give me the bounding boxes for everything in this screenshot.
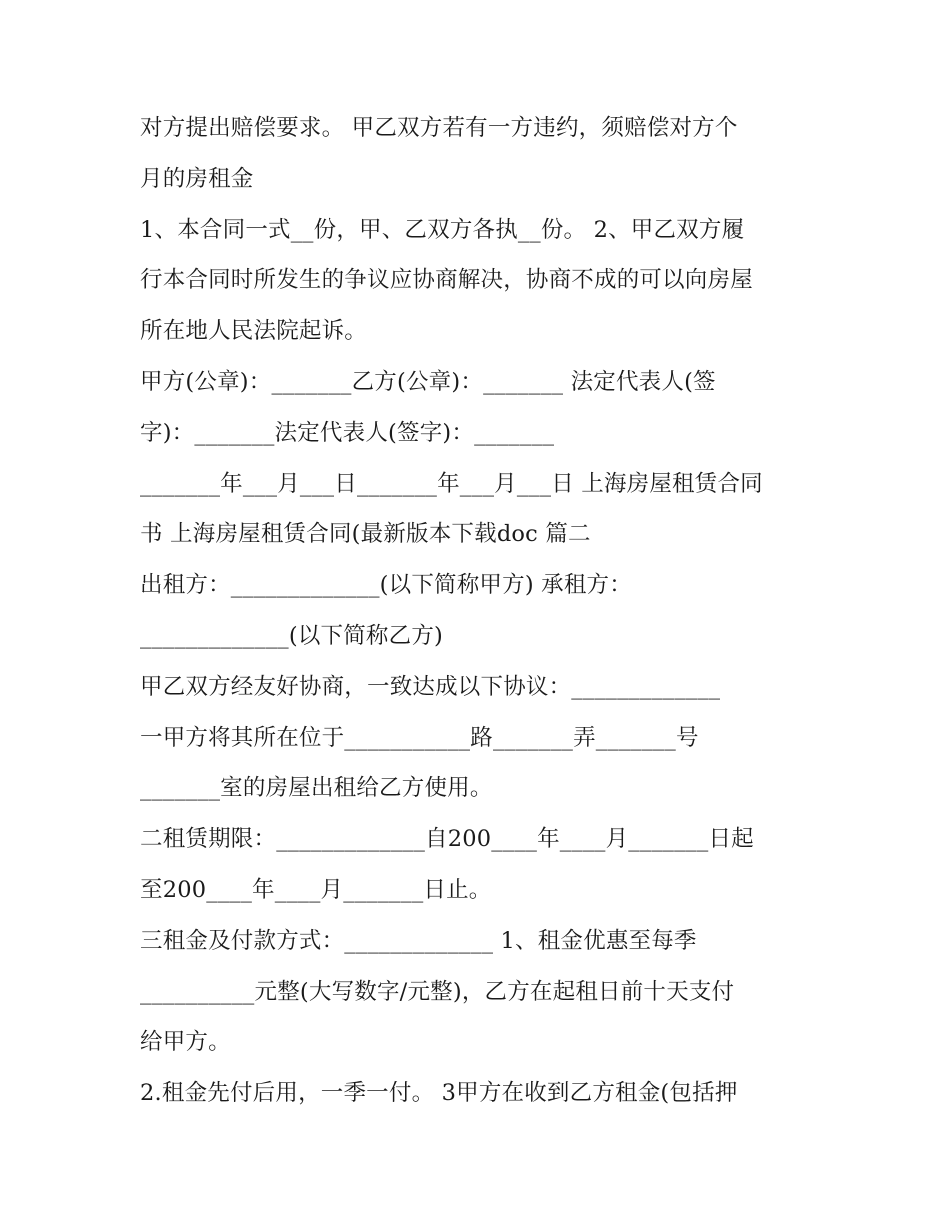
text-line: 2.租金先付后用，一季一付。 3甲方在收到乙方租金(包括押 bbox=[140, 1080, 738, 1107]
text-line: __________元整(大写数字/元整)，乙方在起租日前十天支付 bbox=[140, 978, 735, 1005]
text-line: 二租赁期限：_____________自200____年____月_______日起 bbox=[140, 826, 754, 853]
text-line: 书 上海房屋租赁合同(最新版本下载doc 篇二 bbox=[140, 521, 591, 548]
text-line: 一甲方将其所在位于___________路_______弄_______号 bbox=[140, 724, 699, 751]
text-line: 出租方：_____________(以下简称甲方) 承租方： bbox=[140, 572, 632, 599]
text-line: 月的房租金 bbox=[140, 165, 254, 192]
text-line: 至200____年____月_______日止。 bbox=[140, 876, 492, 903]
text-line: 三租金及付款方式：_____________ 1、租金优惠至每季 bbox=[140, 927, 697, 954]
text-line: _____________(以下简称乙方) bbox=[140, 622, 444, 649]
text-line: _______室的房屋出租给乙方使用。 bbox=[140, 775, 493, 802]
text-line: 所在地人民法院起诉。 bbox=[140, 318, 368, 345]
text-line: 1、本合同一式__份，甲、乙双方各执__份。 2、甲乙双方履 bbox=[140, 216, 745, 243]
document-body bbox=[140, 103, 820, 1119]
text-line: _______年___月___日_______年___月___日 上海房屋租赁合同 bbox=[140, 470, 763, 497]
text-line: 字)：_______法定代表人(签字)：_______ bbox=[140, 419, 555, 446]
text-line: 甲方(公章)：_______乙方(公章)：_______ 法定代表人(签 bbox=[140, 368, 716, 395]
text-line: 对方提出赔偿要求。 甲乙双方若有一方违约，须赔偿对方个 bbox=[140, 115, 738, 141]
text-line: 甲乙双方经友好协商，一致达成以下协议：_____________ bbox=[140, 673, 721, 700]
text-line: 给甲方。 bbox=[140, 1029, 231, 1056]
text-line: 行本合同时所发生的争议应协商解决，协商不成的可以向房屋 bbox=[140, 267, 753, 294]
